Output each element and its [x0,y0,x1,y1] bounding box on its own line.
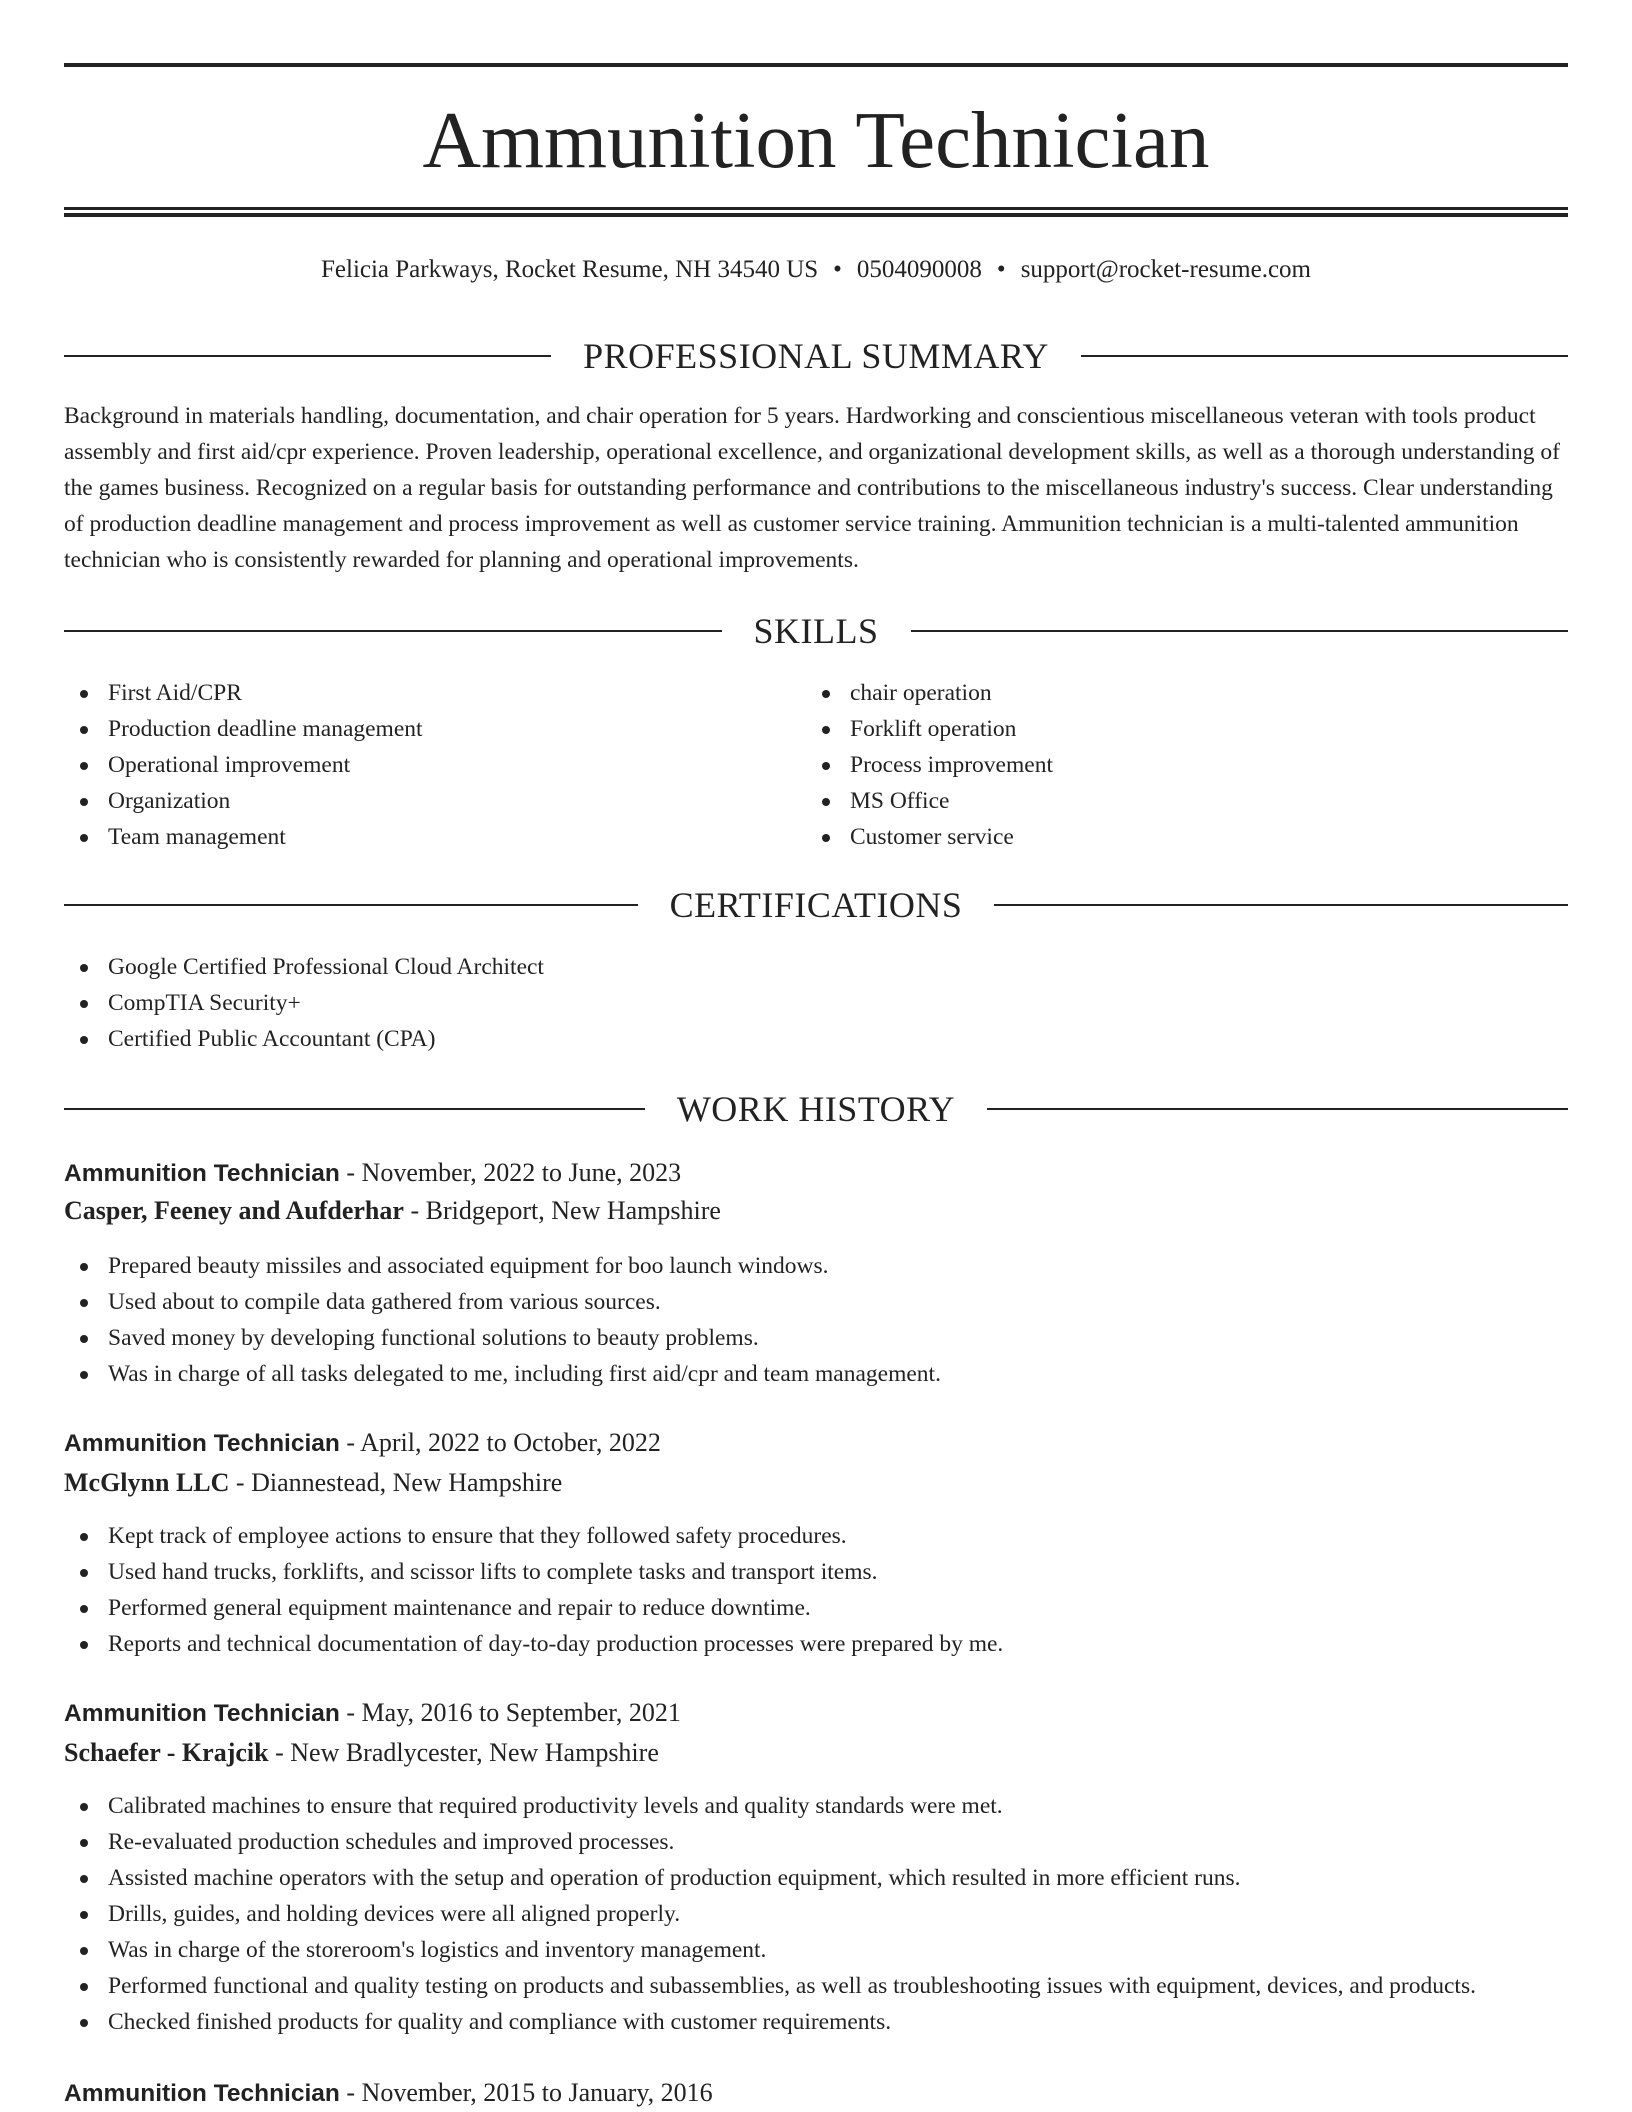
skill-item: Forklift operation [806,711,1506,747]
job-bullet: Saved money by developing functional solutions to beauty problems. [64,1320,1568,1356]
skills-list-right [806,675,1506,855]
job-title: Ammunition Technician [64,1700,340,1727]
summary-text: Background in materials handling, documentation, and chair operation for 5 years. Hardworking and conscientious miscellaneous veteran with tools product assembly and first aid/cpr experience. Proven leadership, operational excellence, and organizational development skills, as well as a thorough understanding of the games business. Recognized on a regular basis for outstanding performance and contributions to the miscellaneous industry's success. Clear understanding of production deadline management and process improvement as well as customer service training. Ammunition technician is a multi-talented ammunition technician who is consistently rewarded for planning and operational improvements. [64,403,1560,573]
job-bullet: Kept track of employee actions to ensure that they followed safety procedures. [64,1518,1568,1554]
resume-title: Ammunition Technician [422,95,1210,185]
job-dash: - [403,1196,426,1225]
skill-item: Team management [64,819,764,855]
job-company: Casper, Feeney and Aufderhar [64,1196,404,1225]
section-title: CERTIFICATIONS [669,885,963,925]
job-company-line [64,1465,562,1501]
skill-item: MS Office [806,783,1506,819]
job-bullet: Prepared beauty missiles and associated equipment for boo launch windows. [64,1248,1568,1284]
certification-item: Google Certified Professional Cloud Architect [64,949,1568,985]
job-location: New Bradlycester, New Hampshire [290,1738,659,1767]
job-bullet: Checked finished products for quality and compliance with customer requirements. [64,2004,1568,2040]
job-company-line [64,1193,721,1229]
job-bullets [64,1788,1568,2040]
job-dash: - [268,1738,291,1767]
certifications-list [64,949,1568,1057]
heading-rule [64,630,722,632]
section-heading-summary [64,334,1568,378]
section-heading-skills [64,609,1568,653]
job-dash: - [339,1428,361,1457]
job-bullet: Used about to compile data gathered from various sources. [64,1284,1568,1320]
skill-item: Production deadline management [64,711,764,747]
contact-phone: 0504090008 [856,256,982,283]
job-bullet: Performed functional and quality testing on products and subassemblies, as well as troubleshooting issues with equipment, devices, and products. [64,1968,1568,2004]
job-title-line [64,1695,681,1732]
contact-email[interactable]: support@rocket-resume.com [1020,256,1311,283]
skill-item: Process improvement [806,747,1506,783]
job-title: Ammunition Technician [64,1160,340,1187]
section-title: WORK HISTORY [676,1089,956,1129]
job-title: Ammunition Technician [64,1430,340,1457]
job-dates: November, 2022 to June, 2023 [361,1158,682,1187]
job-company-line [64,1735,659,1771]
heading-rule [1081,355,1568,357]
certification-item: CompTIA Security+ [64,985,1568,1021]
skill-item: First Aid/CPR [64,675,764,711]
section-title: SKILLS [753,611,879,651]
contact-address: Felicia Parkways, Rocket Resume, NH 34540 US [321,256,819,283]
contact-separator: • [996,256,1006,283]
job-title-line [64,1155,681,1192]
skill-item: chair operation [806,675,1506,711]
job-title: Ammunition Technician [64,2080,340,2107]
job-title-line [64,2075,713,2112]
job-dash: - [339,2078,362,2107]
job-dash: - [339,1698,362,1727]
job-location: Bridgeport, New Hampshire [425,1196,721,1225]
section-heading-certifications [64,883,1568,927]
job-bullet: Performed general equipment maintenance and repair to reduce downtime. [64,1590,1568,1626]
job-dash: - [229,1468,252,1497]
heading-rule [64,355,551,357]
job-location: Diannestead, New Hampshire [251,1468,563,1497]
skill-item: Customer service [806,819,1506,855]
job-bullet: Assisted machine operators with the setup and operation of production equipment, which resulted in more efficient runs. [64,1860,1568,1896]
header-double-rule [64,207,1568,217]
job-bullets [64,1248,1568,1392]
section-title: PROFESSIONAL SUMMARY [583,336,1049,376]
header-top-rule [64,63,1568,67]
contact-separator: • [833,256,842,283]
job-bullet: Reports and technical documentation of day-to-day production processes were prepared by me. [64,1626,1568,1662]
job-title-line [64,1425,661,1462]
skills-list-left [64,675,764,855]
heading-rule [911,630,1569,632]
job-bullet: Re-evaluated production schedules and improved processes. [64,1824,1568,1860]
job-bullet: Was in charge of the storeroom's logistics and inventory management. [64,1932,1568,1968]
job-company: Schaefer - Krajcik [64,1738,269,1767]
heading-rule [994,904,1568,906]
heading-rule [64,904,638,906]
heading-rule [987,1108,1568,1110]
heading-rule [64,1108,645,1110]
job-bullets [64,1518,1568,1662]
job-dash: - [339,1158,362,1187]
job-dates: May, 2016 to September, 2021 [361,1698,681,1727]
job-dates: November, 2015 to January, 2016 [361,2078,713,2107]
job-dates: April, 2022 to October, 2022 [360,1428,661,1457]
skill-item: Operational improvement [64,747,764,783]
job-bullet: Used hand trucks, forklifts, and scissor lifts to complete tasks and transport items. [64,1554,1568,1590]
section-heading-work-history [64,1087,1568,1131]
job-company: McGlynn LLC [64,1468,230,1497]
contact-line [64,252,1568,288]
skill-item: Organization [64,783,764,819]
job-bullet: Was in charge of all tasks delegated to me, including first aid/cpr and team management. [64,1356,1568,1392]
job-bullet: Drills, guides, and holding devices were all aligned properly. [64,1896,1568,1932]
job-bullet: Calibrated machines to ensure that required productivity levels and quality standards were met. [64,1788,1568,1824]
certification-item: Certified Public Accountant (CPA) [64,1021,1568,1057]
